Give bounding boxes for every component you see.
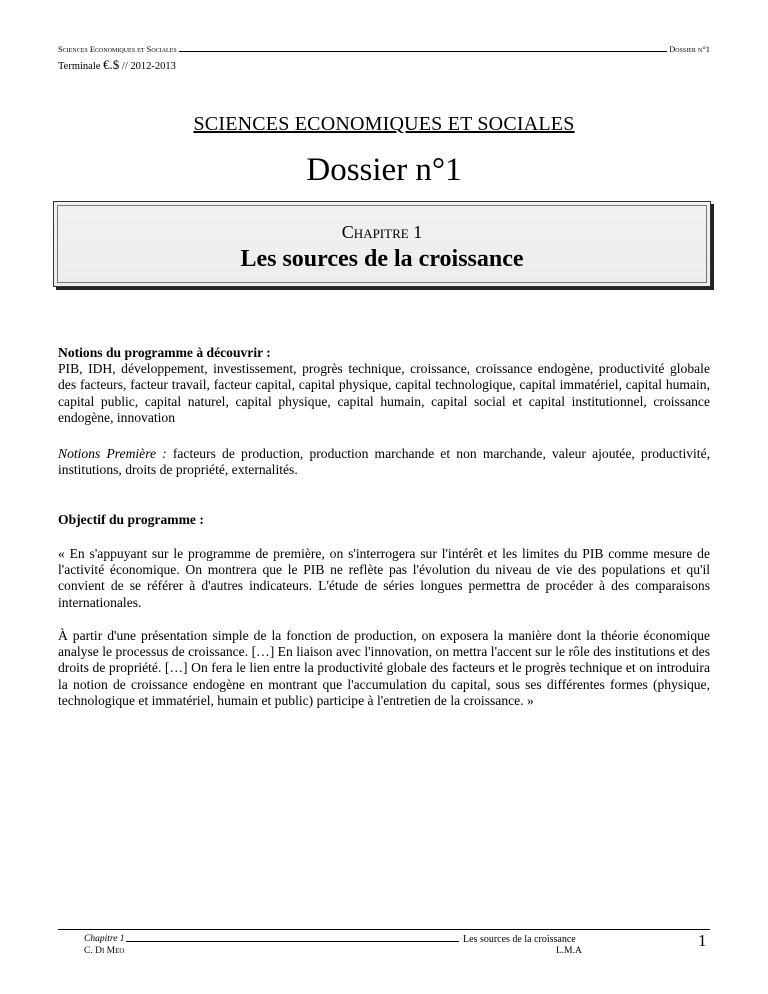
footer-chapter: Chapitre 1 [84, 934, 125, 944]
footer-author: C. Di Meo [84, 946, 125, 956]
header-class-prefix: Terminale [58, 61, 104, 72]
header-subject: Sciences Economiques et Sociales [58, 44, 177, 54]
header-class-code: €.$ [103, 57, 120, 72]
header-rule [179, 51, 667, 52]
notions-premiere-section [58, 446, 710, 478]
chapter-banner [53, 201, 711, 287]
objectif-paragraph-2 [58, 628, 710, 709]
objectif-text-1: « En s'appuyant sur le programme de première, on s'interrogera sur l'intérêt et les limites du PIB comme mesure de l'activité économique. On montrera que le PIB ne reflète pas l'évolution du niveau de vie des populations et qu'il convient de se référer à d'autres indicateurs. L'étude de séries longues permettra de procéder à des comparaisons internationales. [58, 546, 710, 610]
objectif-text-2: À partir d'une présentation simple de la fonction de production, on exposera la manière dont la théorie économique analyse le processus de croissance. […] En liaison avec l'innovation, on mettra l'accent sur le rôle des institutions et des droits de propriété. […] On fera le lien entre la productivité globale des facteurs et le progrès technique et on introduira la notion de croissance endogène en montrant que l'accumulation du capital, sous ses différentes formes (physique, technologique et immatériel, humain et public) participe à l'entretien de la croissance. » [58, 628, 710, 708]
notions-premiere-text: facteurs de production, production marchande et non marchande, valeur ajoutée, productivité, institutions, droits de propriété, externalités. [58, 446, 710, 478]
objectif-paragraph-1 [58, 546, 710, 611]
footer-rule [58, 929, 710, 930]
footer-school: L.M.A [556, 946, 582, 956]
header-year: // 2012-2013 [119, 61, 176, 72]
objectif-heading-block [58, 512, 710, 528]
footer-underline [126, 941, 459, 942]
objectif-heading: Objectif du programme : [58, 512, 204, 527]
page-number: 1 [698, 931, 707, 950]
chapter-label: Chapitre 1 [341, 222, 423, 242]
notions-section [58, 345, 710, 426]
main-title: SCIENCES ECONOMIQUES ET SOCIALES [193, 113, 575, 135]
header-class-line [58, 57, 176, 73]
footer-topic: Les sources de la croissance [463, 934, 576, 945]
dossier-title: Dossier n°1 [306, 152, 462, 188]
header-dossier: Dossier n°1 [669, 44, 710, 54]
notions-text: PIB, IDH, développement, investissement, progrès technique, croissance, croissance endogène, productivité globale des facteurs, facteur travail, facteur capital, capital physique, capital technologique, capital immatériel, capital humain, capital public, capital naturel, capital physique, capital humain, capital social et capital institutionnel, croissance endogène, innovation [58, 361, 710, 425]
notions-premiere-label: Notions Première : [58, 446, 167, 461]
running-header [58, 44, 710, 54]
chapter-title: Les sources de la croissance [240, 246, 524, 272]
footer-chapter-line [84, 934, 459, 944]
notions-heading: Notions du programme à découvrir : [58, 345, 271, 360]
